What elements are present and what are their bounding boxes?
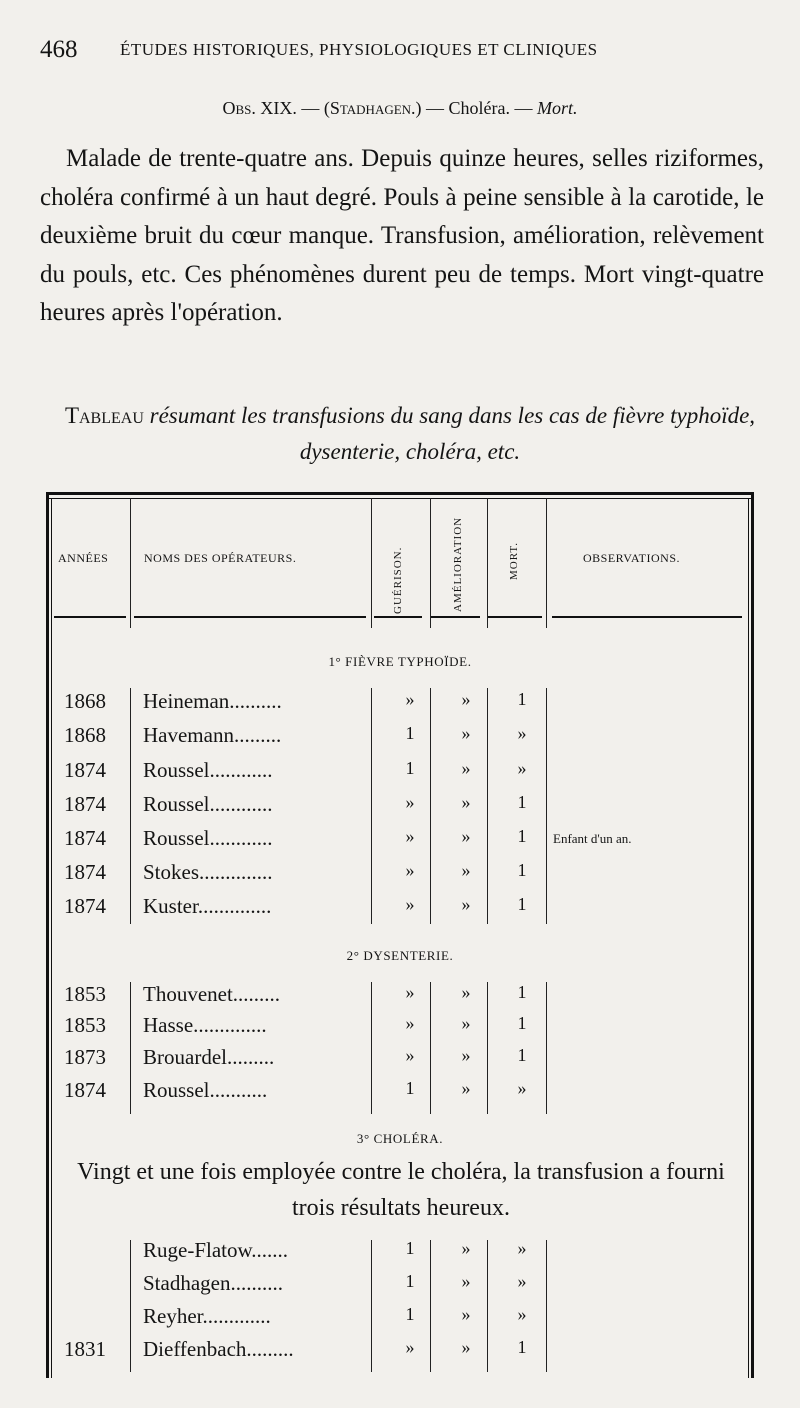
cell-year: 1874 xyxy=(64,1078,106,1102)
cell-amelioration: » xyxy=(461,982,471,1002)
header-noms: NOMS DES OPÉRATEURS. xyxy=(144,551,297,565)
cell-mort: 1 xyxy=(517,1337,527,1357)
header-guerison: GUÉRISON. xyxy=(392,546,404,614)
cell-operator: Roussel............ xyxy=(143,826,273,850)
cell-operator: Stadhagen.......... xyxy=(143,1271,283,1295)
cell-mort: » xyxy=(517,1304,527,1324)
cell-operator: Stokes.............. xyxy=(143,860,273,884)
cell-mort: 1 xyxy=(517,792,527,812)
cell-year: 1874 xyxy=(64,826,106,850)
cell-operator: Hasse.............. xyxy=(143,1013,267,1037)
cell-year: 1853 xyxy=(64,982,106,1006)
table-row xyxy=(0,758,800,792)
cell-amelioration: » xyxy=(461,1304,471,1324)
cell-amelioration: » xyxy=(461,723,471,743)
obs-label: Obs. XIX. xyxy=(222,98,297,118)
cell-amelioration: » xyxy=(461,860,471,880)
obs-dash-1: — xyxy=(296,98,324,118)
table-caption xyxy=(60,398,760,470)
table-row xyxy=(0,982,800,1016)
column-rule xyxy=(130,498,131,628)
cell-year: 1874 xyxy=(64,894,106,918)
cell-mort: 1 xyxy=(517,689,527,709)
table-row xyxy=(0,1238,800,1272)
cell-amelioration: » xyxy=(461,1337,471,1357)
cell-mort: » xyxy=(517,758,527,778)
column-rule xyxy=(487,498,488,628)
obs-dash-3: — xyxy=(510,98,538,118)
cell-operator: Thouvenet......... xyxy=(143,982,281,1006)
cell-mort: » xyxy=(517,1078,527,1098)
cell-mort: » xyxy=(517,1238,527,1258)
cell-operator: Heineman.......... xyxy=(143,689,282,713)
cell-operator: Dieffenbach......... xyxy=(143,1337,294,1361)
cell-year: 1874 xyxy=(64,860,106,884)
obs-outcome: Mort. xyxy=(537,98,578,118)
cell-amelioration: » xyxy=(461,792,471,812)
cell-mort: » xyxy=(517,723,527,743)
obs-disease: Choléra. xyxy=(448,98,511,118)
cell-year: 1874 xyxy=(64,758,106,782)
header-separator xyxy=(134,616,366,618)
cell-amelioration: » xyxy=(461,1238,471,1258)
cell-year: 1831 xyxy=(64,1337,106,1361)
cell-amelioration: » xyxy=(461,894,471,914)
cell-guerison: 1 xyxy=(405,1304,415,1324)
observation-heading xyxy=(0,98,800,119)
table-row xyxy=(0,1304,800,1338)
table-row xyxy=(0,826,800,860)
cell-mort: 1 xyxy=(517,894,527,914)
header-separator xyxy=(374,616,422,618)
header-separator xyxy=(488,616,542,618)
cell-guerison: » xyxy=(405,1337,415,1357)
cell-operator: Kuster.............. xyxy=(143,894,272,918)
cell-amelioration: » xyxy=(461,1078,471,1098)
cell-amelioration: » xyxy=(461,758,471,778)
table-row xyxy=(0,1271,800,1305)
case-paragraph: Malade de trente-quatre ans. Depuis quinze heures, selles riziformes, choléra confirmé à un haut degré. Pouls à peine sensible à la carotide, le deuxième bruit du cœur manque. Transfusion, amélioration, relèvement du pouls, etc. Ces phénomènes durent peu de temps. Mort vingt-quatre heures après l'opération. xyxy=(40,145,764,327)
cell-operator: Brouardel......... xyxy=(143,1045,275,1069)
cell-guerison: » xyxy=(405,826,415,846)
section-title: 1° FIÈVRE TYPHOÏDE. xyxy=(328,654,472,669)
cell-guerison: 1 xyxy=(405,1271,415,1291)
caption-lead: Tableau xyxy=(64,403,144,428)
table-row xyxy=(0,689,800,723)
header-amelioration: AMÉLIORATION xyxy=(452,516,464,612)
cell-year: 1874 xyxy=(64,792,106,816)
obs-author: (Stadhagen.) xyxy=(323,98,422,118)
cell-guerison: 1 xyxy=(405,1238,415,1258)
cell-guerison: » xyxy=(405,1013,415,1033)
cell-operator: Roussel............ xyxy=(143,758,273,782)
table-border-top-inner xyxy=(46,498,754,499)
column-rule xyxy=(430,498,431,628)
header-annees: ANNÉES xyxy=(58,551,109,565)
header-observations: OBSERVATIONS. xyxy=(583,551,681,565)
cell-guerison: 1 xyxy=(405,723,415,743)
page-number: 468 xyxy=(40,36,78,63)
caption-text: résumant les transfusions du sang dans les cas de fièvre typhoïde, dysenterie, choléra, etc. xyxy=(143,403,756,464)
table-border-top xyxy=(46,492,754,495)
table-row xyxy=(0,792,800,826)
table-row xyxy=(0,1337,800,1371)
cell-guerison: » xyxy=(405,894,415,914)
cell-mort: » xyxy=(517,1271,527,1291)
cell-year: 1868 xyxy=(64,723,106,747)
cell-mort: 1 xyxy=(517,1045,527,1065)
cell-operator: Reyher............. xyxy=(143,1304,271,1328)
cell-guerison: 1 xyxy=(405,758,415,778)
cell-year: 1873 xyxy=(64,1045,106,1069)
page-header xyxy=(40,36,760,68)
column-rule xyxy=(546,498,547,628)
header-separator xyxy=(54,616,126,618)
table-row xyxy=(0,723,800,757)
cell-mort: 1 xyxy=(517,860,527,880)
cell-operator: Havemann......... xyxy=(143,723,282,747)
cell-amelioration: » xyxy=(461,826,471,846)
cell-year: 1853 xyxy=(64,1013,106,1037)
cell-mort: 1 xyxy=(517,826,527,846)
cell-guerison: » xyxy=(405,792,415,812)
cell-operator: Roussel............ xyxy=(143,792,273,816)
cell-observation: Enfant d'un an. xyxy=(553,831,632,846)
header-mort: MORT. xyxy=(508,541,520,580)
cell-guerison: » xyxy=(405,1045,415,1065)
cell-guerison: 1 xyxy=(405,1078,415,1098)
cell-guerison: » xyxy=(405,860,415,880)
cell-amelioration: » xyxy=(461,1271,471,1291)
cell-amelioration: » xyxy=(461,689,471,709)
cell-mort: 1 xyxy=(517,982,527,1002)
table-row xyxy=(0,894,800,928)
table-row xyxy=(0,1013,800,1047)
column-rule xyxy=(371,498,372,628)
obs-dash-2: — xyxy=(421,98,449,118)
cholera-paragraph: Vingt et une fois employée contre le choléra, la transfusion a fourni trois résultats heureux. xyxy=(77,1159,725,1221)
cell-year: 1868 xyxy=(64,689,106,713)
header-separator xyxy=(552,616,742,618)
section-title: 3° CHOLÉRA. xyxy=(356,1131,444,1146)
cell-amelioration: » xyxy=(461,1045,471,1065)
running-title: ÉTUDES HISTORIQUES, PHYSIOLOGIQUES ET CLINIQUES xyxy=(120,40,598,59)
header-separator xyxy=(430,616,480,618)
cell-guerison: » xyxy=(405,689,415,709)
cell-amelioration: » xyxy=(461,1013,471,1033)
table-row xyxy=(0,1045,800,1079)
table-row xyxy=(0,1078,800,1112)
cell-guerison: » xyxy=(405,982,415,1002)
cell-operator: Ruge-Flatow....... xyxy=(143,1238,289,1262)
table-row xyxy=(0,860,800,894)
cell-operator: Roussel........... xyxy=(143,1078,268,1102)
section-title: 2° DYSENTERIE. xyxy=(346,948,454,963)
cell-mort: 1 xyxy=(517,1013,527,1033)
